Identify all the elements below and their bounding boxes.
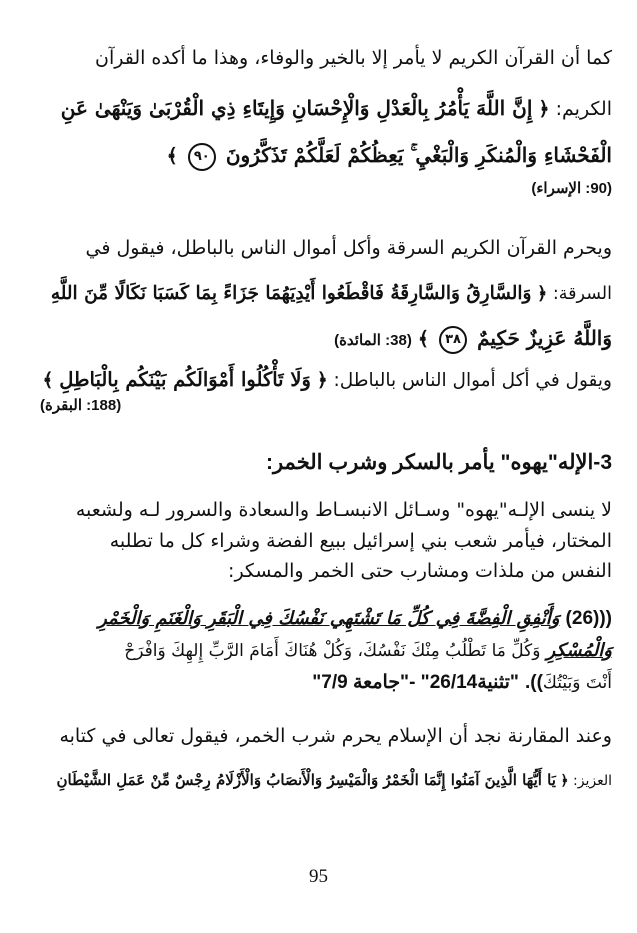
- verse-open-bracket: ﴿: [560, 773, 569, 789]
- bible-quote-line1: [40, 604, 612, 633]
- section-heading: 3-الإله"يهوه" يأمر بالسكر وشرب الخمر:: [265, 451, 612, 474]
- paragraph1-line3: [40, 141, 612, 171]
- paragraph2-line4: [40, 366, 612, 395]
- quran-verse-khamr: يَا أَيُّهَا الَّذِينَ آمَنُوا إِنَّمَا الْخَمْرُ وَالْمَيْسِرُ وَالْأَنصَابُ وَالْأَزْلَامُ رِجْسٌ مِّنْ عَمَلِ الشَّيْطَانِ: [56, 771, 556, 789]
- section3-line1: لا ينسى الإلـه"يهوه" وسـائل الانبسـاط والسعادة والسرور لـه ولشعبه: [75, 499, 612, 521]
- bible-quote-plain-part3: أَنْتَ وَبَيْتُكَ: [542, 673, 612, 693]
- verse-number-marker: ٩٠: [188, 143, 216, 171]
- quote-open-marks: ((: [599, 608, 612, 629]
- verse-close-bracket: ﴾: [42, 370, 54, 391]
- paragraph2-line4-prefix: ويقول في أكل أموال الناس بالباطل:: [333, 370, 612, 391]
- verse-open-bracket: ﴿: [537, 284, 548, 304]
- verse-number-marker: ٣٨: [439, 326, 467, 354]
- quran-verse-38-part2: وَاللَّهُ عَزِيزٌ حَكِيمٌ: [477, 326, 612, 350]
- paragraph2-prefix: السرقة:: [552, 284, 612, 304]
- page-number: 95: [309, 866, 328, 887]
- paragraph1-line2: [40, 94, 612, 123]
- paragraph4-prefix: العزيز:: [573, 773, 612, 789]
- paragraph4-line1: وعند المقارنة نجد أن الإسلام يحرم شرب الخمر، فيقول تعالى في كتابه: [59, 725, 612, 747]
- quote-verse-number: (26): [565, 608, 600, 629]
- verse-close-bracket: ﴾: [417, 328, 429, 350]
- book-page: [40, 44, 612, 904]
- paragraph4-line2: [40, 766, 612, 795]
- reference-maidah: (38: المائدة): [334, 332, 412, 349]
- quote-close-marks: )).: [524, 672, 543, 693]
- paragraph1-prefix: الكريم:: [555, 98, 612, 120]
- verse-close-bracket: ﴾: [166, 145, 178, 167]
- bible-quote-plain-part2: وَكُلِّ مَا تَطْلُبُ مِنْكَ نَفْسُكَ، وَكُلْ هُنَاكَ أَمَامَ الرَّبِّ إِلهِكَ وَافْرَحْ: [124, 641, 541, 661]
- section3-line2: المختار، فيأمر شعب بني إسرائيل ببيع الفضة وشراء كل ما تطلبه: [109, 530, 612, 552]
- verse-open-bracket: ﴿: [316, 370, 328, 391]
- verse-open-bracket: ﴿: [538, 98, 550, 120]
- quran-verse-38-part1: وَالسَّارِقُ وَالسَّارِقَةُ فَاقْطَعُوا أَيْدِيَهُمَا جَزَاءً بِمَا كَسَبَا نَكَالًا مِّنَ اللَّهِ: [50, 283, 532, 304]
- section3-line3: النفس من ملذات ومشارب حتى الخمر والمسكر:: [228, 560, 612, 582]
- reference-isra: (90: الإسراء): [531, 180, 612, 197]
- quran-verse-90-part2: الْفَحْشَاءِ وَالْمُنكَرِ وَالْبَغْيِ ۚ يَعِظُكُمْ لَعَلَّكُمْ تَذَكَّرُونَ: [225, 143, 612, 167]
- bible-quote-bold-part1: وَأَنْفِقِ الْفِضَّةَ فِي كُلِّ مَا تَشْتَهِي نَفْسُكَ فِي الْبَقَرِ وَالْغَنَمِ وَالْخَمْرِ: [98, 608, 560, 629]
- bible-quote-line2: [40, 636, 612, 665]
- paragraph2-line3: [40, 324, 612, 355]
- quran-verse-90-part1: إِنَّ اللَّهَ يَأْمُرُ بِالْعَدْلِ وَالْإِحْسَانِ وَإِيتَاءِ ذِي الْقُرْبَىٰ وَيَنْهَىٰ عَنِ: [60, 96, 533, 120]
- bible-citation: "تثنية26/14" -"جامعة 7/9": [312, 672, 519, 693]
- quran-verse-188: وَلَا تَأْكُلُوا أَمْوَالَكُم بَيْنَكُم بِالْبَاطِلِ: [59, 368, 311, 391]
- paragraph2-line2: [40, 280, 612, 308]
- bible-quote-line3: [40, 668, 612, 697]
- bible-quote-bold-part2: وَالْمُسْكِرِ: [546, 640, 612, 661]
- paragraph2-line1: ويحرم القرآن الكريم السرقة وأكل أموال الناس بالباطل، فيقول في: [85, 237, 612, 259]
- paragraph1-line1: كما أن القرآن الكريم لا يأمر إلا بالخير والوفاء، وهذا ما أكده القرآن: [95, 47, 612, 69]
- reference-baqarah: (188: البقرة): [40, 397, 122, 414]
